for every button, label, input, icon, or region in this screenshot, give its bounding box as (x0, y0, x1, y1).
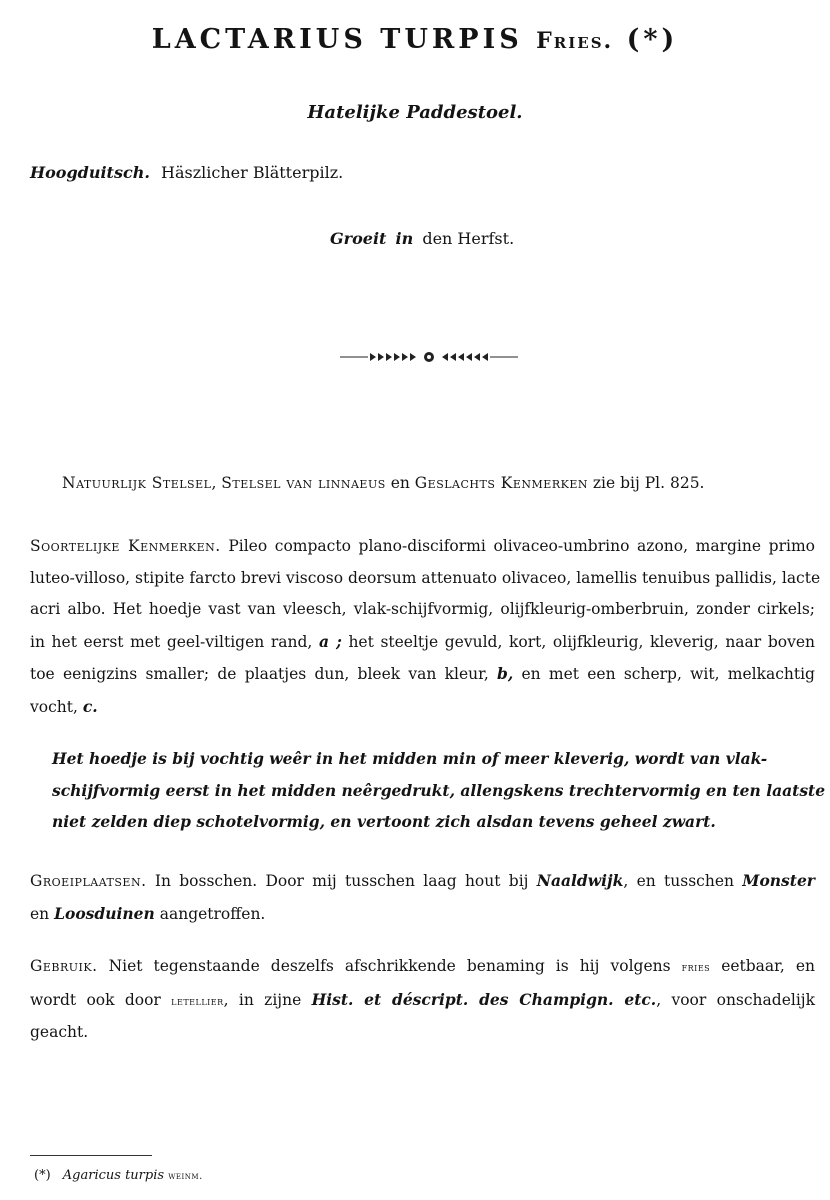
soort-text-1: Pileo compacto plano-disciformi olivaceo-umbrino azono, margine primo (228, 537, 815, 555)
cited-work: Hist. et déscript. des Champign. etc. (311, 989, 657, 1009)
ornament-divider-icon (340, 350, 518, 364)
stelsel-label-a: Natuurlijk Stelsel (62, 474, 212, 492)
figure-letter-c: c. (82, 696, 98, 716)
soort-line-5 (30, 658, 815, 691)
stelsel-label-b: Stelsel van linnaeus (221, 474, 386, 492)
gebruik-text-3: wordt ook door (30, 990, 161, 1009)
italic-note-line-2: schijfvormig eerst in het midden neêrgedrukt, allengskens trechtervormig en ten laatste (52, 780, 826, 800)
groei-aangetroffen: aangetroffen. (159, 904, 266, 923)
soort-text-4a: in het eerst met geel-viltigen rand, (30, 632, 313, 651)
gebruik-line-2 (30, 984, 815, 1018)
german-name-line (30, 163, 343, 182)
footnote (34, 1168, 203, 1183)
stelsel-line (62, 474, 704, 492)
groei-text-2: , en tusschen (623, 872, 734, 890)
german-name: Häszlicher Blätterpilz. (160, 163, 344, 182)
footnote-author: weinm. (168, 1171, 203, 1182)
soort-text-5b: en met een scherp, wit, melkachtig (521, 665, 815, 683)
figure-letter-b: b, (497, 664, 514, 683)
italic-note-line-1: Het hoedje is bij vochtig weêr in het midden min of meer kleverig, wordt van vlak- (52, 749, 768, 768)
groei-label: Groeiplaatsen. (30, 872, 147, 890)
italic-note-line-3: niet zelden diep schotelvormig, en vertoont zich alsdan tevens geheel zwart. (52, 812, 716, 831)
page-title (0, 24, 830, 55)
gebruik-text-2: eetbaar, en (721, 957, 815, 975)
season-in: in (395, 229, 414, 248)
place-naaldwijk: Naaldwijk (536, 871, 624, 890)
season-groeit: Groeit (330, 229, 387, 248)
italic-note-paragraph (52, 743, 826, 838)
footnote-mark: (*) (626, 24, 679, 55)
soortelijke-kenmerken-paragraph (30, 531, 821, 723)
soort-line-3: acri albo. Het hoedje vast van vleesch, vlak-schijfvormig, olijfkleurig-omberbruin, zonder cirkels; (30, 600, 815, 618)
stelsel-and: en (385, 474, 415, 492)
soort-line-4 (30, 626, 815, 659)
stelsel-rest: zie bij Pl. 825. (587, 474, 705, 492)
soort-line-2: luteo-villoso, stipite farcto brevi viscoso deorsum attenuato olivaceo, lamellis tenuibus pallidis, lacte (30, 568, 821, 587)
footnote-mark-bottom: (*) (34, 1168, 51, 1183)
groei-en: en (30, 904, 50, 923)
gebruik-text-4: , in zijne (223, 990, 302, 1009)
soort-text-6: vocht, (30, 697, 78, 716)
gebruik-line-1 (30, 951, 815, 984)
gebruik-text-1: Niet tegenstaande deszelfs afschrikkende benaming is hij volgens (108, 957, 671, 975)
soort-label: Soortelijke Kenmerken. (30, 537, 221, 555)
place-monster: Monster (742, 871, 815, 890)
gebruik-paragraph (30, 951, 815, 1049)
stelsel-label-c: Geslachts Kenmerken (414, 474, 588, 492)
author-name: Fries. (536, 28, 614, 54)
groei-line-2 (30, 898, 815, 931)
soort-line-1 (30, 531, 815, 563)
gebruik-line-3: geacht. (30, 1023, 89, 1041)
figure-letter-a: a ; (318, 631, 342, 651)
groei-line-1 (30, 865, 815, 898)
stelsel-sep: , (211, 474, 222, 492)
soort-line-6 (30, 691, 815, 724)
species-name: LACTARIUS TURPIS (151, 24, 523, 55)
groeiplaatsen-paragraph (30, 865, 815, 930)
gebruik-text-5: , voor onschadelijk (656, 990, 815, 1009)
author-letellier: letellier (171, 993, 224, 1008)
author-fries: fries (681, 960, 711, 974)
place-loosduinen: Loosduinen (54, 903, 155, 923)
dutch-common-name: Hatelijke Paddestoel. (307, 102, 523, 123)
gebruik-label: Gebruik. (30, 957, 98, 975)
soort-text-5a: toe eenigzins smaller; de plaatjes dun, bleek van kleur, (30, 665, 489, 683)
season-rest: den Herfst. (422, 229, 515, 248)
soort-text-4b: het steeltje gevuld, kort, olijfkleurig, kleverig, naar boven (348, 632, 815, 651)
footnote-synonym: Agaricus turpis (62, 1168, 165, 1183)
season-line (330, 229, 514, 248)
footnote-divider (30, 1155, 152, 1156)
groei-text-1: In bosschen. Door mij tusschen laag hout bij (154, 872, 529, 890)
german-label: Hoogduitsch. (30, 163, 150, 182)
